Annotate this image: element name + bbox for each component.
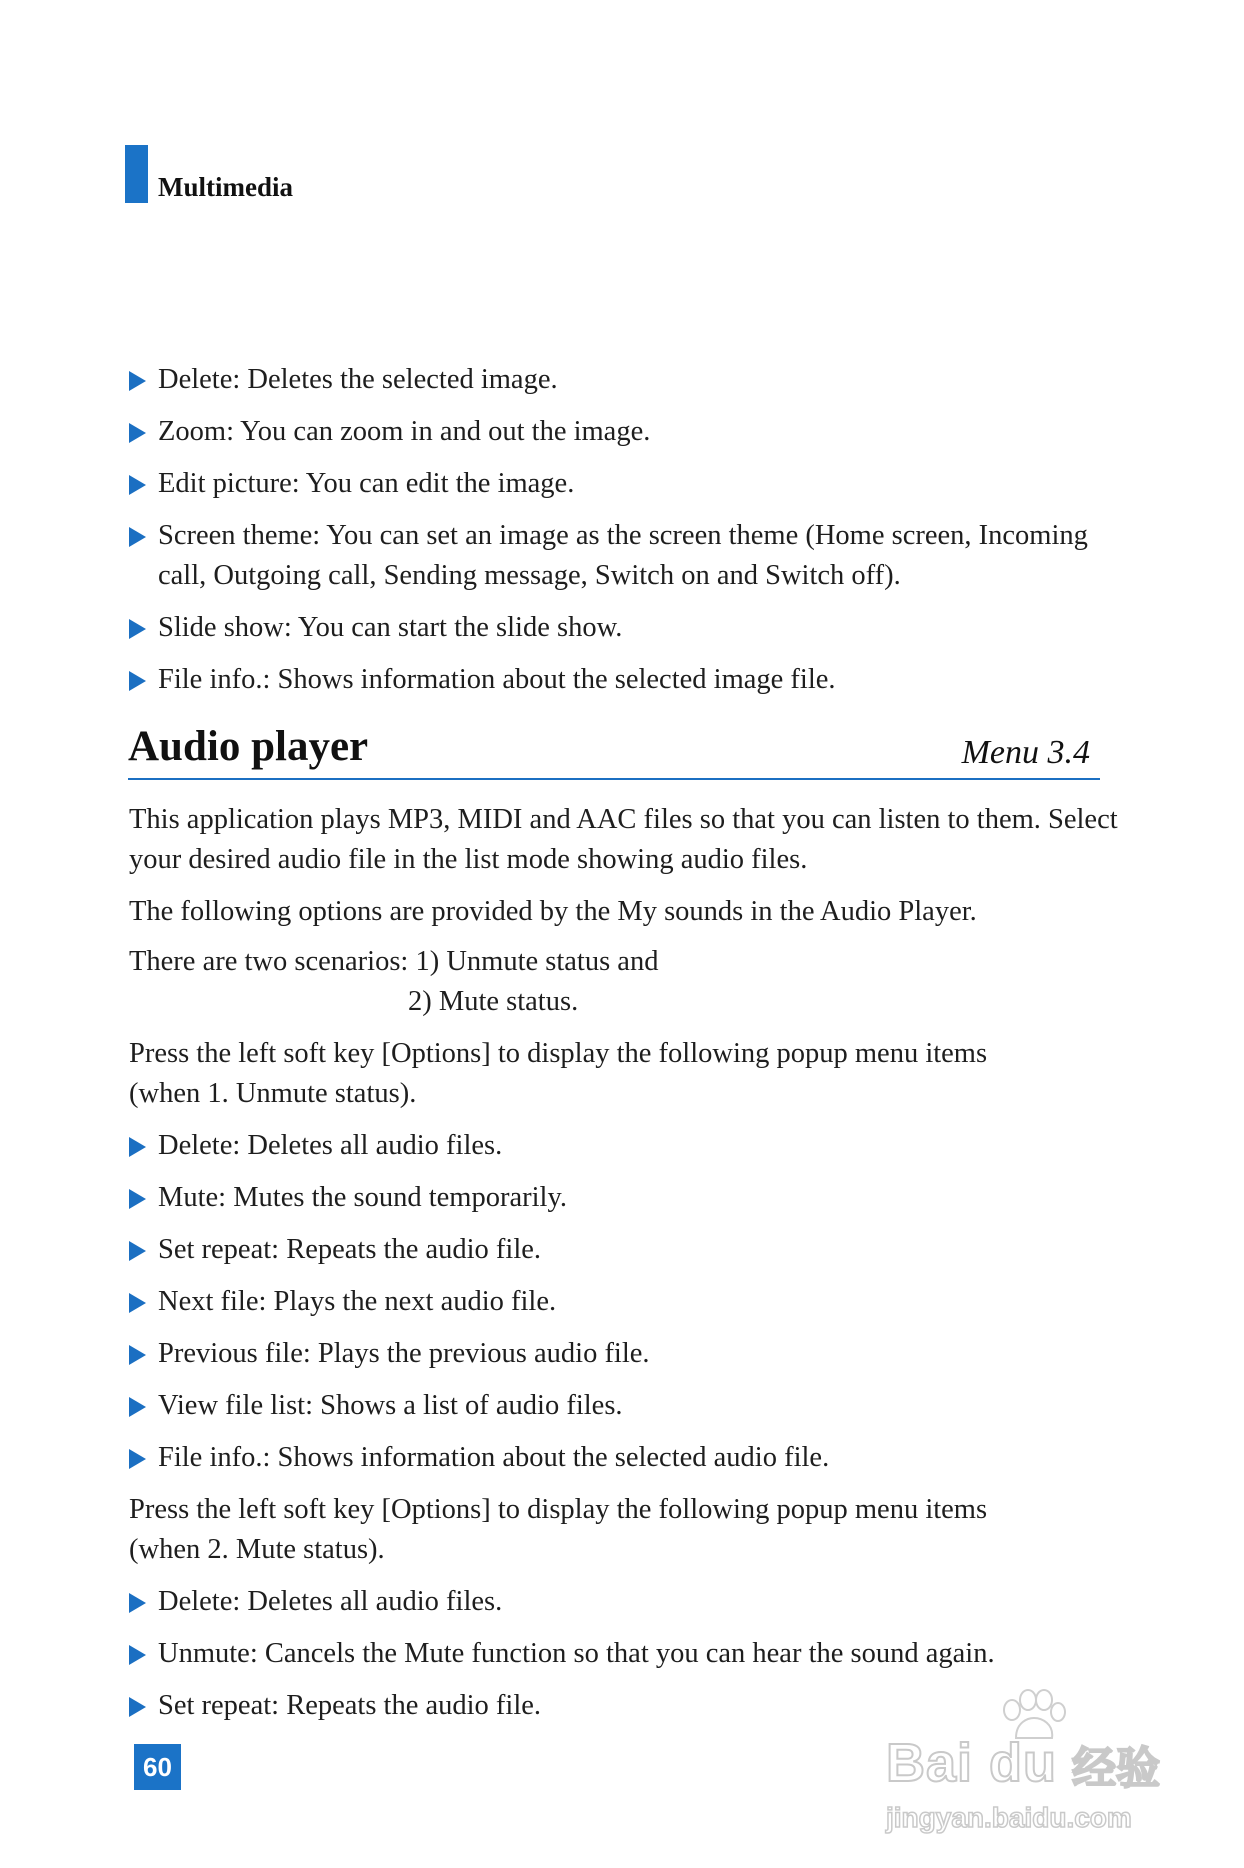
section-title: Multimedia	[158, 172, 293, 202]
image-options-list: Delete: Deletes the selected image. Zoom: You can zoom in and out the image. Edit picture: You can edit the image. Screen theme: You can set an image as the screen theme (Home screen, Incoming call, Outgoing call, Sending message, Switch on and Switch off). Slide show: You can start the slide show. File info.: Shows information about the selected image file.	[129, 360, 1099, 700]
triangle-bullet-icon	[129, 1449, 146, 1469]
triangle-bullet-icon	[129, 1697, 146, 1717]
triangle-bullet-icon	[129, 475, 146, 495]
triangle-bullet-icon	[129, 1345, 146, 1365]
triangle-bullet-icon	[129, 371, 146, 391]
menu-reference: Menu 3.4	[961, 734, 1090, 771]
triangle-bullet-icon	[129, 1397, 146, 1417]
heading-divider	[128, 778, 1100, 780]
triangle-bullet-icon	[129, 1293, 146, 1313]
triangle-bullet-icon	[129, 527, 146, 547]
triangle-bullet-icon	[129, 1189, 146, 1209]
triangle-bullet-icon	[129, 619, 146, 639]
triangle-bullet-icon	[129, 671, 146, 691]
triangle-bullet-icon	[129, 1645, 146, 1665]
watermark-url: jingyan.baidu.com	[886, 1802, 1132, 1833]
triangle-bullet-icon	[129, 1137, 146, 1157]
heading-title: Audio player	[128, 723, 369, 770]
triangle-bullet-icon	[129, 423, 146, 443]
watermark-chinese: 经验	[1072, 1743, 1160, 1794]
triangle-bullet-icon	[129, 1593, 146, 1613]
audio-body: This application plays MP3, MIDI and AAC files so that you can listen to them. Select your desired audio file in the list mode showing audio files. The following options are provided by the My sounds in the Audio Player. There are two scenarios: 1) Unmute status and 2) Mute status. Press the left soft key [Options] to display the following popup menu items (when 1. Unmute status). Delete: Deletes all audio files. Mute: Mutes the sound temporarily. Set repeat: Repeats the audio file. Next file: Plays the next audio file. Previous file: Plays the previous audio file. View file list: Shows a list of audio files. File info.: Shows information about the selected audio file. Press the left soft key [Options] to display the following popup menu items (when 2. Mute status). Delete: Deletes all audio files. Unmute: Cancels the Mute function so that you can hear the sound again. Set repeat: Repeats the audio file.	[129, 804, 1118, 1721]
section-marker-bar	[125, 145, 148, 203]
audio-player-heading	[128, 722, 1100, 782]
watermark-brand: Bai du	[886, 1733, 1058, 1793]
baidu-watermark	[880, 1688, 1180, 1838]
triangle-bullet-icon	[129, 1241, 146, 1261]
page-number: 60	[134, 1744, 181, 1790]
